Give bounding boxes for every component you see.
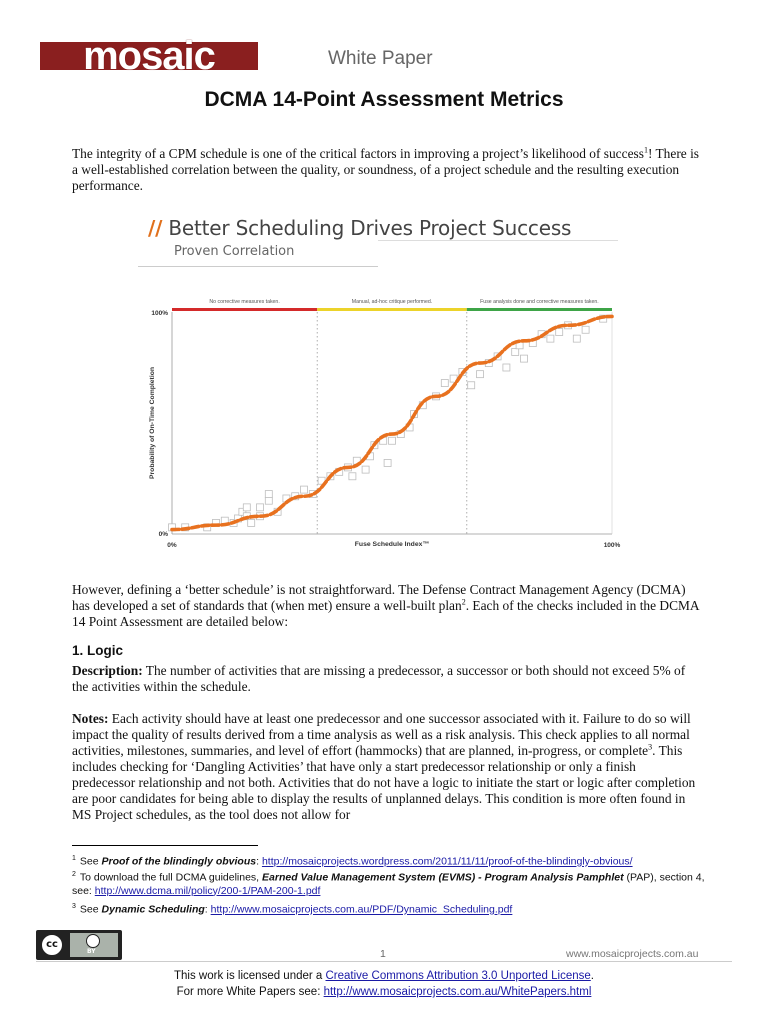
footnote-text: (PAP), section 4, see:: [72, 871, 705, 897]
figure-subheading: Proven Correlation: [174, 244, 295, 259]
data-point: [257, 504, 264, 511]
data-point: [349, 473, 356, 480]
data-point: [573, 335, 580, 342]
footer-rule: [36, 961, 732, 962]
more-papers-link[interactable]: http://www.mosaicprojects.com.au/WhitePapers.html: [323, 986, 592, 998]
data-point: [362, 466, 369, 473]
footnote-rule: [72, 845, 258, 846]
figure-heading-text: Better Scheduling Drives Project Success: [168, 216, 572, 240]
footnote-title: Dynamic Scheduling: [101, 903, 205, 916]
data-point: [301, 486, 308, 493]
notes-text-2: . This includes checking for ‘Dangling Activities’ that have only a start predecessor relationship or only a finish predecessor relationship and not both. Activities that do not have a logic to initiate the start or logic after completion are poor candidates for being able to display the results of unplanned delays. This condition is more often found in MS Project schedules, as the tool does not allow for: [72, 743, 696, 822]
zone-label: Fuse analysis done and corrective measures taken.: [480, 299, 599, 305]
notes-text-1: Each activity should have at least one predecessor and one successor associated with it. Failure to do so will impact the quality of results derived from a time analysis as well as a risk analysis. This check applies to all normal activities, milestones, summaries, and level of effort (hammocks) that are planned, in-progress, or complete: [72, 711, 691, 758]
data-point: [477, 371, 484, 378]
data-point: [441, 380, 448, 387]
data-point: [547, 335, 554, 342]
footnote-number: 1: [72, 855, 76, 862]
figure-divider-right: [378, 240, 618, 241]
data-point: [582, 326, 589, 333]
license-text-end: .: [590, 970, 594, 982]
mosaic-logo: [40, 36, 258, 76]
description-paragraph: [72, 663, 702, 695]
definition-text-2: . Each of the checks included in the DCMA 14 Point Assessment are detailed below:: [72, 598, 699, 629]
zone-label: No corrective measures taken.: [209, 299, 280, 305]
footnote-2: [72, 868, 712, 898]
footnote-ref-1[interactable]: 1: [643, 145, 648, 155]
footnote-ref-3[interactable]: 3: [648, 742, 653, 752]
intro-text-2: ! There is a well-established correlation between the quality, or soundness, of a project schedule and the resulting execution performance.: [72, 146, 700, 193]
cc-by-badge[interactable]: [36, 930, 122, 960]
attribution-person-icon: [86, 934, 100, 948]
x-tick-label: 0%: [167, 542, 177, 549]
footnote-text: To download the full DCMA guidelines,: [79, 871, 263, 884]
zone-bar: [317, 308, 467, 311]
logo-text: mosaic: [83, 34, 215, 78]
footnote-link[interactable]: http://www.dcma.mil/policy/200-1/PAM-200-1.pdf: [94, 884, 321, 897]
section-heading-logic: 1. Logic: [72, 643, 124, 658]
description-text: The number of activities that are missing a predecessor, a successor or both should not exceed 5% of the activities within the schedule.: [72, 663, 686, 694]
x-tick-label: 100%: [603, 542, 621, 549]
footnote-3: [72, 900, 712, 917]
zone-label: Manual, ad-hoc critique performed.: [351, 299, 433, 305]
zone-bar: [467, 308, 612, 311]
definition-text-1: However, defining a ‘better schedule’ is not straightforward. The Defense Contract Management Agency (DCMA) has developed a set of standards that (when met) ensure a well-built plan: [72, 582, 686, 613]
y-tick-label: 100%: [151, 310, 168, 317]
notes-paragraph: [72, 711, 702, 823]
more-papers-line: [0, 984, 768, 1000]
footnote-number: 2: [72, 871, 76, 878]
footnote-1: [72, 852, 712, 869]
footnote-link[interactable]: http://www.mosaicprojects.com.au/PDF/Dynamic_Scheduling.pdf: [210, 903, 513, 916]
data-point: [265, 497, 272, 504]
x-axis-title: Fuse Schedule Index™: [354, 541, 430, 548]
intro-text-1: The integrity of a CPM schedule is one of the critical factors in improving a project’s likelihood of success: [72, 146, 644, 161]
page-title: DCMA 14-Point Assessment Metrics: [204, 88, 564, 111]
data-point: [389, 437, 396, 444]
footnote-text: :: [204, 903, 211, 916]
figure-heading: [148, 216, 571, 240]
footnote-title: Proof of the blindingly obvious: [101, 855, 257, 868]
definition-paragraph: [72, 582, 702, 630]
page-number: 1: [380, 948, 386, 960]
data-point: [503, 364, 510, 371]
footnote-link[interactable]: http://mosaicprojects.wordpress.com/2011/11/11/proof-of-the-blindingly-obvious/: [261, 855, 633, 868]
footnote-text: See: [79, 855, 102, 868]
by-label: BY: [87, 948, 96, 955]
footnote-title: Earned Value Management System (EVMS) - Program Analysis Pamphlet: [262, 871, 624, 884]
description-label: Description:: [72, 663, 143, 678]
data-point: [265, 491, 272, 498]
figure-divider: [138, 266, 378, 267]
scatter-chart: [140, 288, 630, 556]
license-text: This work is licensed under a: [174, 970, 326, 982]
footer-website: www.mosaicprojects.com.au: [566, 948, 699, 960]
more-papers-text: For more White Papers see:: [176, 986, 324, 998]
cc-icon: cc: [40, 933, 64, 957]
document-type: White Paper: [328, 48, 433, 69]
data-point: [512, 348, 519, 355]
footnote-number: 3: [72, 903, 76, 910]
y-tick-label: 0%: [158, 531, 168, 538]
figure-heading-slashes: //: [148, 216, 163, 240]
data-point: [248, 519, 255, 526]
y-axis-title: Probability of On-Time Completion: [149, 366, 156, 480]
license-link[interactable]: Creative Commons Attribution 3.0 Unported License: [325, 970, 591, 982]
data-point: [468, 382, 475, 389]
footnote-ref-2[interactable]: 2: [461, 597, 466, 607]
license-line: [0, 968, 768, 984]
data-point: [243, 504, 250, 511]
data-point: [521, 355, 528, 362]
footnote-text: See: [79, 903, 102, 916]
zone-bar: [172, 308, 317, 311]
intro-paragraph: [72, 146, 702, 194]
notes-label: Notes:: [72, 711, 109, 726]
data-point: [556, 328, 563, 335]
data-point: [384, 459, 391, 466]
trend-line: [172, 316, 612, 529]
footnote-text: :: [256, 855, 262, 868]
